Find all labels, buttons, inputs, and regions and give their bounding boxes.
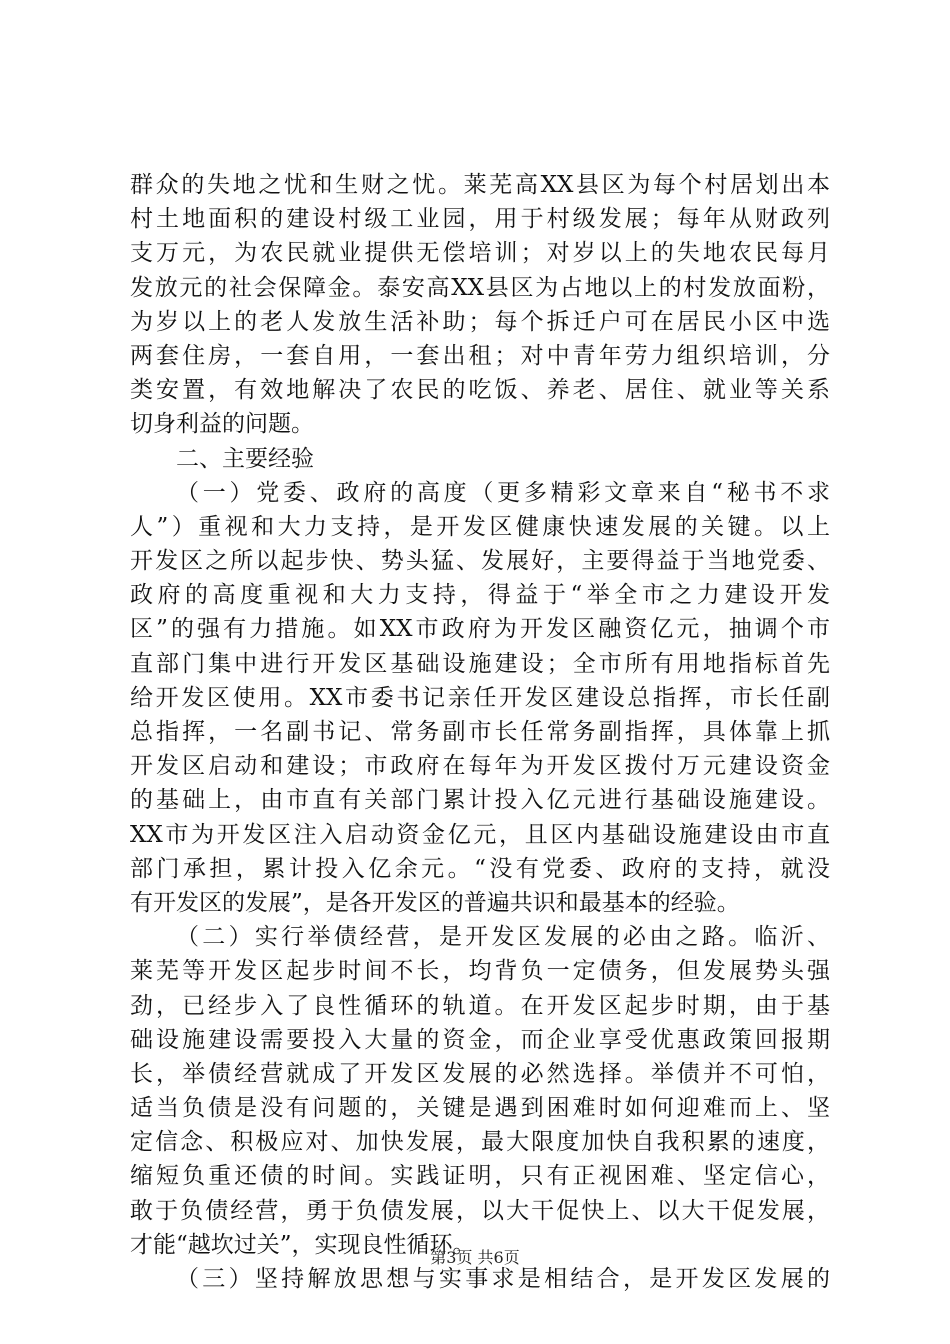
text-line: 人”）重视和大力支持，是开发区健康快速发展的关键。以上 [130, 513, 830, 540]
text-line: 的基础上，由市直有关部门累计投入亿元进行基础设施建设。 [130, 787, 830, 814]
section-heading: 二、主要经验 [176, 445, 314, 472]
text-line: （三）坚持解放思想与实事求是相结合，是开发区发展的 [176, 1266, 830, 1292]
text-line: 政府的高度重视和大力支持，得益于“举全市之力建设开发 [130, 582, 830, 609]
text-line: 切身利益的问题。 [130, 411, 314, 438]
text-line: 莱芜等开发区起步时间不长，均背负一定债务，但发展势头强 [130, 958, 830, 985]
text-line: 区”的强有力措施。如XX市政府为开发区融资亿元，抽调个市 [130, 616, 830, 643]
text-line: 长，举债经营就成了开发区发展的必然选择。举债并不可怕， [130, 1060, 830, 1087]
text-line: 定信念、积极应对、加快发展，最大限度加快自我积累的速度， [130, 1129, 830, 1156]
text-line: 开发区之所以起步快、势头猛、发展好，主要得益于当地党委、 [130, 548, 830, 575]
text-line: 缩短负重还债的时间。实践证明，只有正视困难、坚定信心， [130, 1163, 830, 1190]
text-line: 给开发区使用。XX市委书记亲任开发区建设总指挥，市长任副 [130, 684, 830, 711]
text-line: 劲，已经步入了良性循环的轨道。在开发区起步时期，由于基 [130, 992, 830, 1019]
text-line: XX市为开发区注入启动资金亿元，且区内基础设施建设由市直 [130, 821, 830, 848]
text-line: 为岁以上的老人发放生活补助；每个拆迁户可在居民小区中选 [130, 308, 830, 335]
text-line: （一）党委、政府的高度（更多精彩文章来自“秘书不求 [176, 479, 830, 506]
text-line: 础设施建设需要投入大量的资金，而企业享受优惠政策回报期 [130, 1026, 830, 1053]
text-line: 类安置，有效地解决了农民的吃饭、养老、居住、就业等关系 [130, 377, 830, 404]
text-line: 开发区启动和建设；市政府在每年为开发区拨付万元建设资金 [130, 753, 830, 780]
text-line: 两套住房，一套自用，一套出租；对中青年劳力组织培训，分 [130, 342, 830, 369]
text-line: 支万元，为农民就业提供无偿培训；对岁以上的失地农民每月 [130, 240, 830, 267]
text-line: 总指挥，一名副书记、常务副市长任常务副指挥，具体靠上抓 [130, 719, 830, 745]
text-line: 才能“越坎过关”，实现良性循环。 [130, 1231, 476, 1258]
text-line: 发放元的社会保障金。泰安高XX县区为占地以上的村发放面粉， [130, 274, 830, 301]
text-line: 直部门集中进行开发区基础设施建设；全市所有用地指标首先 [130, 650, 830, 677]
text-line: 村土地面积的建设村级工业园，用于村级发展；每年从财政列 [130, 206, 830, 233]
document-body [130, 168, 830, 1296]
page-number-footer: 第3页 共6页 [430, 1248, 520, 1267]
text-line: （二）实行举债经营，是开发区发展的必由之路。临沂、 [176, 924, 830, 951]
text-line: 敢于负债经营，勇于负债发展，以大干促快上、以大干促发展， [130, 1197, 830, 1224]
text-line: 有开发区的发展”，是各开发区的普遍共识和最基本的经验。 [130, 889, 740, 916]
text-line: 适当负债是没有问题的，关键是遇到困难时如何迎难而上、坚 [130, 1095, 830, 1122]
text-line: 部门承担，累计投入亿余元。“没有党委、政府的支持，就没 [130, 855, 830, 882]
text-line: 群众的失地之忧和生财之忧。莱芜高XX县区为每个村居划出本 [130, 172, 830, 198]
